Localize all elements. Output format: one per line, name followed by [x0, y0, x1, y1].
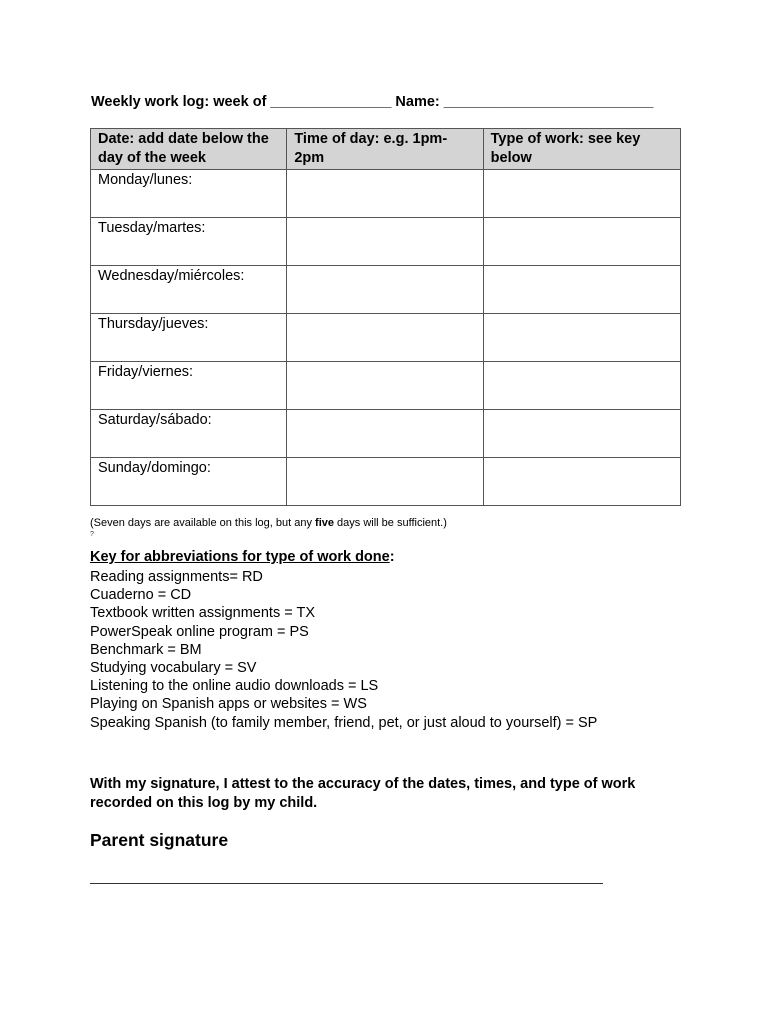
- abbreviation-key-list: [90, 568, 597, 732]
- type-cell[interactable]: [483, 314, 680, 362]
- time-cell[interactable]: [287, 362, 483, 410]
- table-row: [91, 410, 681, 458]
- list-item: Cuaderno = CD: [90, 587, 192, 604]
- list-item: Reading assignments= RD: [90, 569, 263, 585]
- work-log-table: [90, 128, 681, 506]
- note-emphasis: five: [315, 517, 334, 529]
- note-text-end: days will be sufficient.): [334, 517, 447, 529]
- list-item: Listening to the online audio downloads = LS: [90, 678, 379, 695]
- list-item: Speaking Spanish (to family member, friend, pet, or just aloud to yourself) = SP: [90, 714, 598, 731]
- table-row: [91, 218, 681, 266]
- day-cell[interactable]: Tuesday/martes:: [91, 218, 287, 266]
- type-cell[interactable]: [483, 170, 680, 218]
- log-header: Weekly work log: week of _______________ Name: __________________________: [91, 94, 654, 110]
- table-row: [91, 314, 681, 362]
- type-cell[interactable]: [483, 266, 680, 314]
- list-item: Studying vocabulary = SV: [90, 660, 257, 677]
- day-cell[interactable]: Monday/lunes:: [91, 170, 287, 218]
- attestation-statement: With my signature, I attest to the accuracy of the dates, times, and type of work recorded on this log by my child.: [90, 776, 636, 811]
- type-cell[interactable]: [483, 218, 680, 266]
- table-row: [91, 266, 681, 314]
- time-cell[interactable]: [287, 266, 483, 314]
- list-item: Playing on Spanish apps or websites = WS: [90, 696, 367, 713]
- day-cell[interactable]: Saturday/sábado:: [91, 410, 287, 458]
- table-row: [91, 170, 681, 218]
- time-cell[interactable]: [287, 410, 483, 458]
- key-heading-text: Key for abbreviations for type of work done: [90, 549, 390, 565]
- table-row: [91, 458, 681, 506]
- column-header-type: Type of work: see key below: [483, 129, 680, 170]
- list-item: PowerSpeak online program = PS: [90, 623, 309, 640]
- type-cell[interactable]: [483, 458, 680, 506]
- day-cell[interactable]: Thursday/jueves:: [91, 314, 287, 362]
- time-cell[interactable]: [287, 218, 483, 266]
- list-item: Benchmark = BM: [90, 641, 202, 658]
- table-header-row: [91, 129, 681, 170]
- time-cell[interactable]: [287, 170, 483, 218]
- signature-line[interactable]: [90, 883, 603, 884]
- key-heading: [90, 549, 395, 565]
- key-heading-colon: :: [389, 549, 395, 565]
- time-cell[interactable]: [287, 314, 483, 362]
- column-header-time: Time of day: e.g. 1pm-2pm: [287, 129, 483, 170]
- column-header-date: Date: add date below the day of the week: [91, 129, 287, 170]
- time-cell[interactable]: [287, 458, 483, 506]
- type-cell[interactable]: [483, 362, 680, 410]
- signature-title: Parent signature: [90, 830, 229, 850]
- day-cell[interactable]: Friday/viernes:: [91, 362, 287, 410]
- sufficiency-note: [90, 517, 447, 529]
- day-cell[interactable]: Wednesday/miércoles:: [91, 266, 287, 314]
- small-mark: ?: [90, 531, 94, 538]
- day-cell[interactable]: Sunday/domingo:: [91, 458, 287, 506]
- note-text-start: (Seven days are available on this log, but any: [90, 517, 316, 529]
- type-cell[interactable]: [483, 410, 680, 458]
- table-row: [91, 362, 681, 410]
- list-item: Textbook written assignments = TX: [90, 605, 315, 622]
